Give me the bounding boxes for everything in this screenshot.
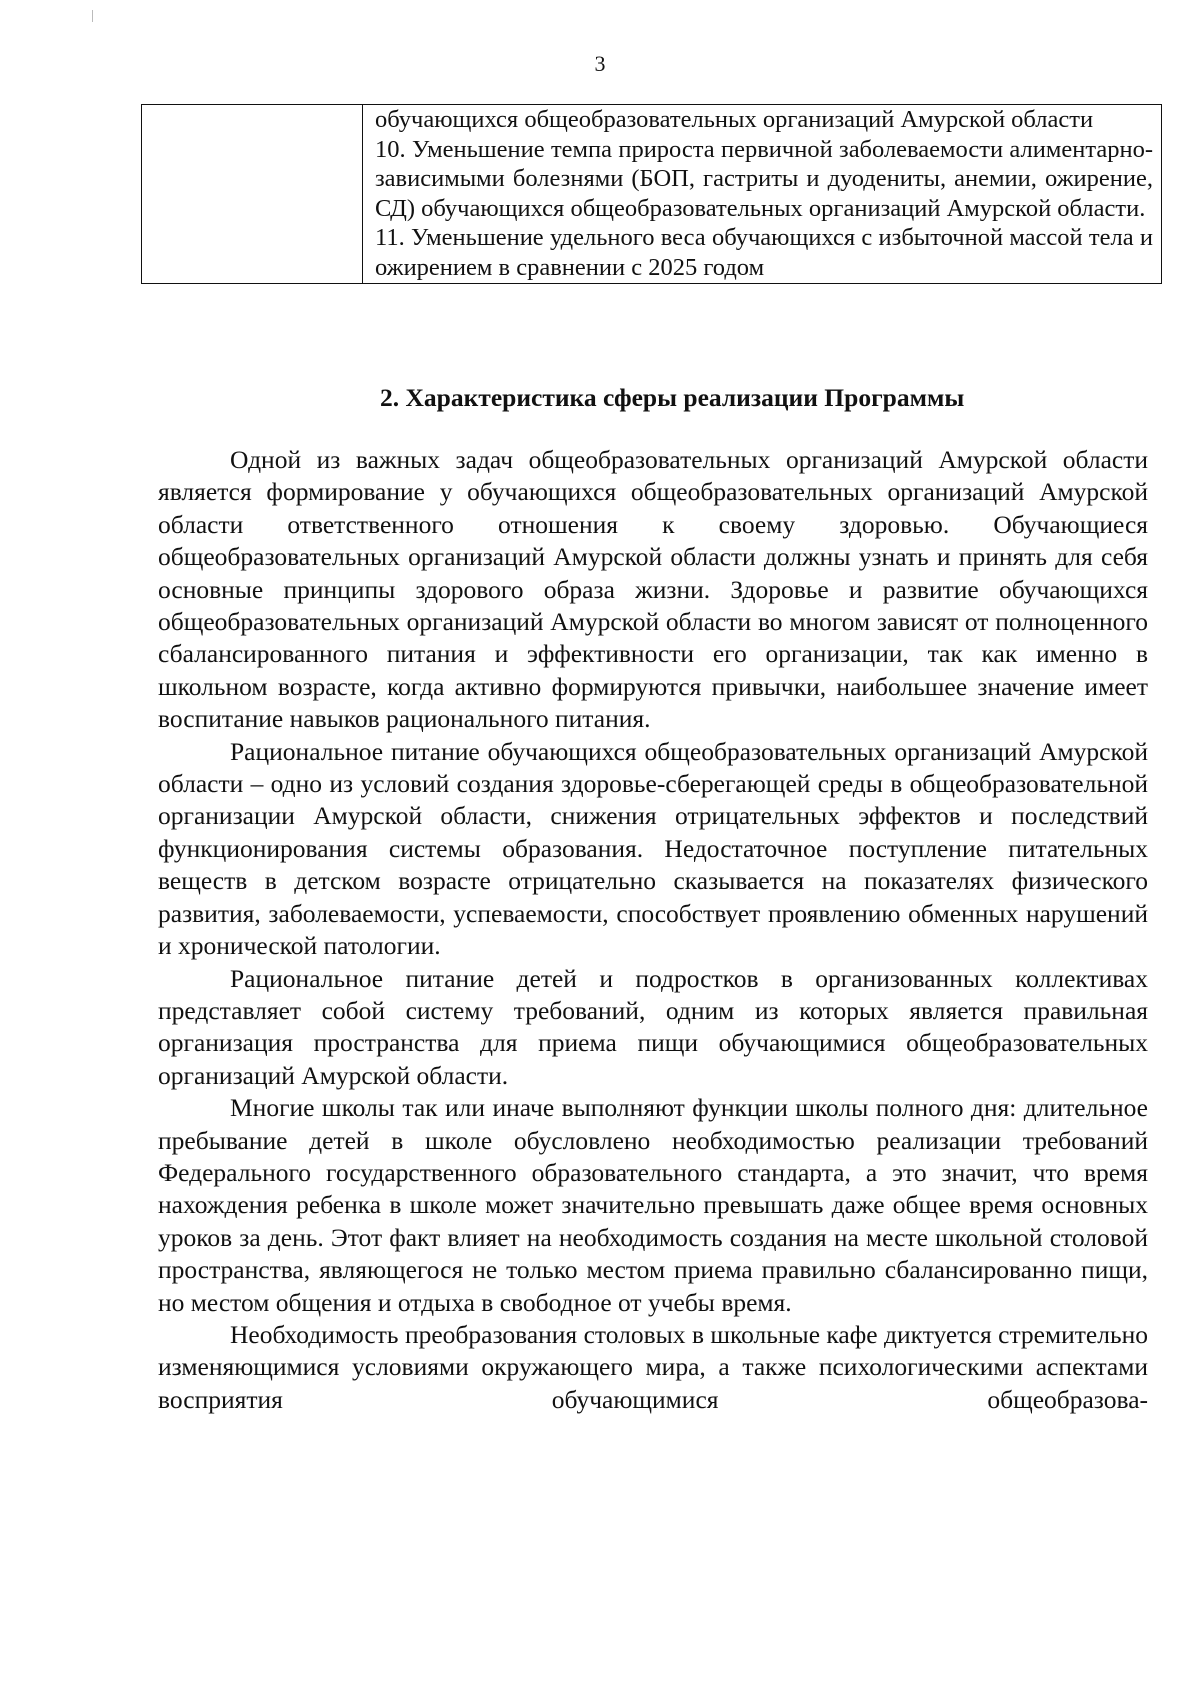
table-row	[142, 105, 1162, 284]
paragraph-5: Необходимость преобразования столовых в школьные кафе диктуется стремительно изменяющимися условиями окружающего мира, а также психологическими аспектами восприятия обучающимися общеобразова-	[158, 1319, 1148, 1414]
paragraph-1: Одной из важных задач общеобразовательных организаций Амурской области является формирование у обучающихся общеобразовательных организаций Амурской области ответственного отношения к своему здоровью. Обучающиеся общеобразовательных организаций Амурской области должны узнать и принять для себя основные принципы здорового образа жизни. Здоровье и развитие обучающихся общеобразовательных организаций Амурской области во многом зависят от полноценного сбалансированного питания и эффективности его организации, так как именно в школьном возрасте, когда активно формируются привычки, наибольшее значение имеет воспитание навыков рационального питания.	[158, 445, 1148, 734]
paragraph-4: Многие школы так или иначе выполняют функции школы полного дня: длительное пребывание детей в школе обусловлено необходимостью реализации требований Федерального государственного образовательного стандарта, а это значит, что время нахождения ребенка в школе может значительно превышать даже общее время основных уроков за день. Этот факт влияет на необходимость создания на месте школьной столовой пространства, являющегося не только местом приема правильно сбалансированно пищи, но местом общения и отдыха в свободное от учебы время.	[158, 1093, 1148, 1317]
section-heading: 2. Характеристика сферы реализации Программы	[380, 383, 965, 412]
scan-mark	[92, 10, 93, 22]
table-cell-content	[363, 105, 1162, 284]
goal-item-11: 11. Уменьшение удельного веса обучающихся с избыточной массой тела и ожирением в сравнении с 2025 годом	[375, 224, 1153, 281]
goal-item-10: 10. Уменьшение темпа прироста первичной заболеваемости алиментарно-зависимыми болезнями (БОП, гастриты и дуодениты, анемии, ожирение, СД) обучающихся общеобразовательных организаций Амурской области.	[375, 135, 1153, 222]
paragraph-3: Рациональное питание детей и подростков в организованных коллективах представляет собой систему требований, одним из которых является правильная организация пространства для приема пищи обучающимися общеобразовательных организаций Амурской области.	[158, 963, 1148, 1090]
table-cell-label	[142, 105, 363, 284]
goals-table	[141, 104, 1162, 284]
page-number: 3	[594, 51, 606, 76]
paragraph-2: Рациональное питание обучающихся общеобразовательных организаций Амурской области – одно из условий создания здоровье-сберегающей среды в общеобразовательной организации Амурской области, снижения отрицательных эффектов и последствий функционирования системы образования. Недостаточное поступление питательных веществ в детском возрасте отрицательно сказывается на показателях физического развития, заболеваемости, успеваемости, способствует проявлению обменных нарушений и хронической патологии.	[158, 736, 1148, 961]
goal-item-continued: обучающихся общеобразовательных организаций Амурской области	[375, 106, 1094, 133]
section-body	[158, 444, 1148, 1416]
